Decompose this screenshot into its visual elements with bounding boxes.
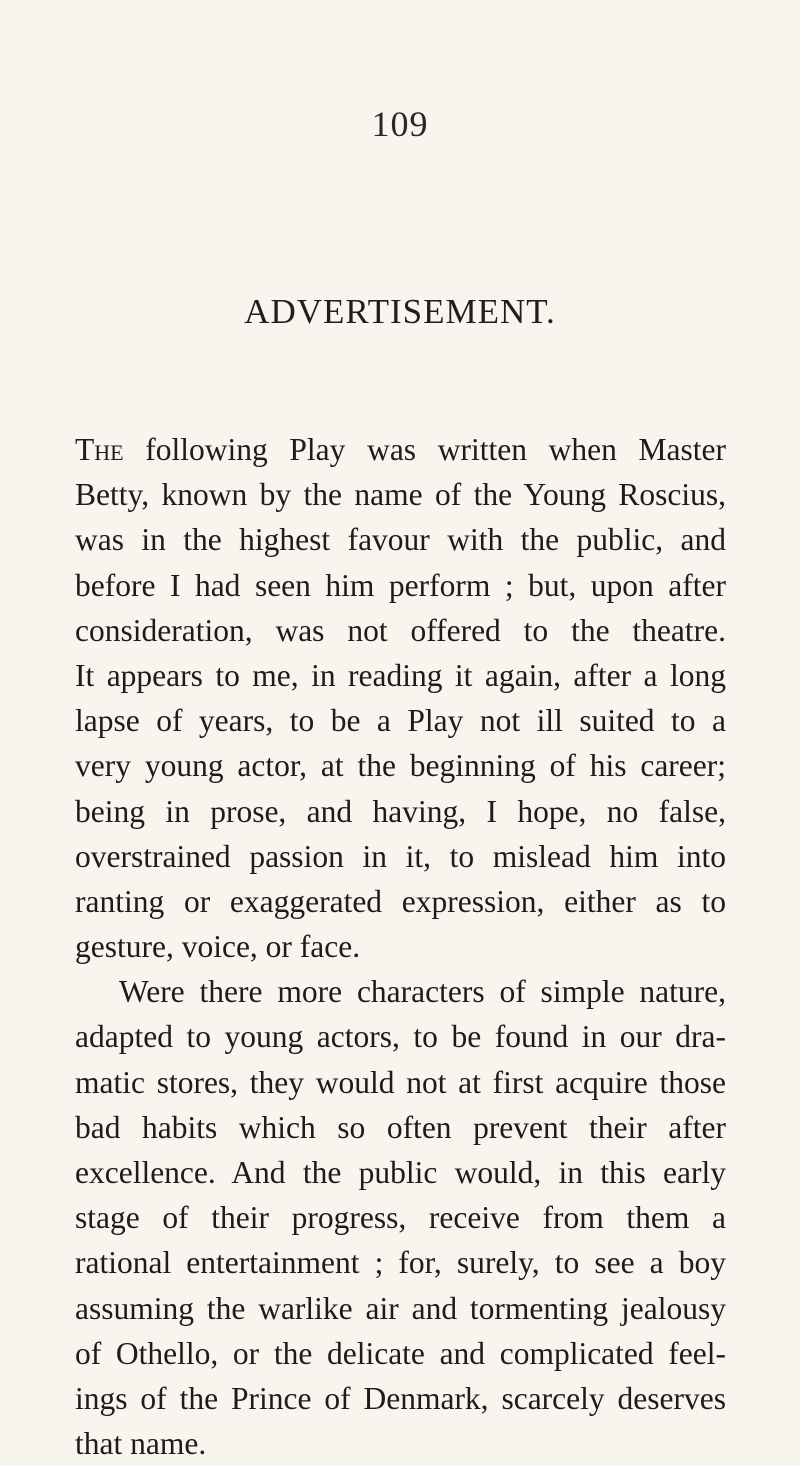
paragraph-line: very young actor, at the beginning of his career; (75, 748, 726, 784)
paragraph-line: matic stores, they would not at first acquire those (75, 1064, 726, 1100)
page-title: ADVERTISEMENT. (244, 292, 556, 331)
line-text: following Play was written when Master (123, 432, 726, 467)
paragraph-line: It appears to me, in reading it again, after a long (75, 657, 726, 693)
paragraph-line: being in prose, and having, I hope, no false, (75, 793, 726, 829)
paragraph-line: ranting or exaggerated expression, either as to (75, 883, 726, 919)
paragraph-line: bad habits which so often prevent their after (75, 1109, 726, 1145)
paragraph-line (75, 427, 726, 472)
paragraph-line: adapted to young actors, to be found in our dra- (75, 1019, 726, 1055)
paragraph-line: assuming the warlike air and tormenting jealousy (75, 1290, 726, 1326)
paragraph-line: gesture, voice, or face. (75, 929, 361, 965)
paragraph-line: was in the highest favour with the public, and (75, 522, 726, 558)
paragraph-line: that name. (75, 1426, 207, 1462)
paragraph-line: ings of the Prince of Denmark, scarcely deserves (75, 1380, 726, 1416)
paragraph-line: consideration, was not offered to the theatre. (75, 612, 726, 648)
first-word-small-caps: The (75, 432, 124, 467)
paragraph-line: overstrained passion in it, to mislead him into (75, 838, 726, 874)
paragraph-line: before I had seen him perform ; but, upon after (75, 567, 726, 603)
paragraph-line: of Othello, or the delicate and complicated feel- (75, 1335, 726, 1371)
paragraph-line: Were there more characters of simple nature, (119, 974, 726, 1010)
paragraph-line: rational entertainment ; for, surely, to see a boy (75, 1245, 726, 1281)
page-number: 109 (371, 104, 429, 144)
body-text (75, 427, 726, 1466)
paragraph-line: excellence. And the public would, in this early (75, 1155, 726, 1190)
paragraph-line: Betty, known by the name of the Young Roscius, (75, 477, 726, 513)
paragraph-line: stage of their progress, receive from them a (75, 1200, 726, 1236)
paragraph-line: lapse of years, to be a Play not ill suited to a (75, 703, 726, 739)
